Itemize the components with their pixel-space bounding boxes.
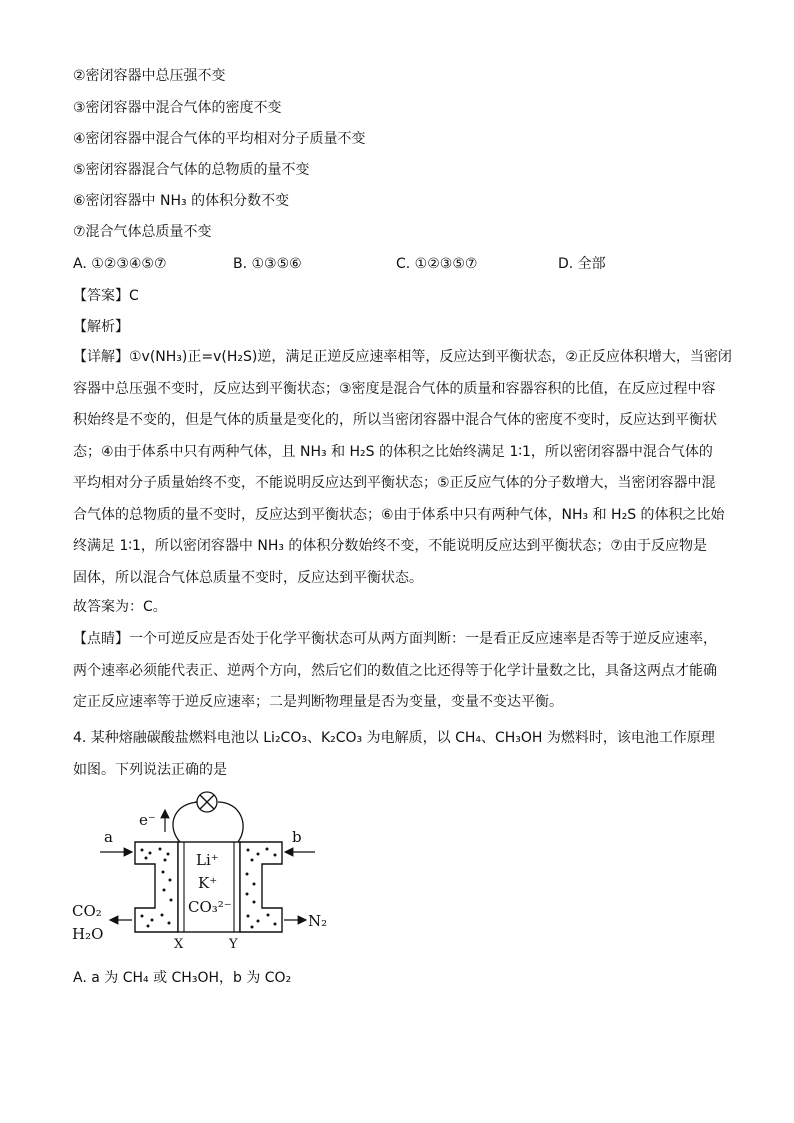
comment-row: 定正反应速率等于逆反应速率；二是判断物理量是否为变量，变量不变达平衡。	[73, 694, 563, 710]
condition-3: ③密闭容器中混合气体的密度不变	[73, 100, 282, 116]
question-4-row: 4. 某种熔融碳酸盐燃料电池以 Li₂CO₃、K₂CO₃ 为电解质，以 CH₄、CH₃OH 为燃料时，该电池工作原理	[73, 730, 715, 746]
fuel-cell-diagram	[70, 790, 330, 955]
option-c-choice: C. ①②③⑤⑦	[396, 256, 478, 272]
detail-row: 合气体的总物质的量不变时，反应达到平衡状态；⑥由于体系中只有两种气体，NH₃ 和 H₂S 的体积之比始	[73, 506, 725, 523]
detail-paragraph	[73, 342, 732, 594]
detail-row: 【详解】①v(NH₃)正=v(H₂S)逆，满足正逆反应速率相等，反应达到平衡状态，②正反应体积增大，当密闭	[73, 349, 732, 365]
outlet-h2o: H₂O	[72, 925, 104, 943]
condition-7: ⑦混合气体总质量不变	[73, 224, 212, 240]
ion-li: Li⁺	[196, 851, 219, 869]
inlet-b-label: b	[292, 828, 302, 846]
condition-4: ④密闭容器中混合气体的平均相对分子质量不变	[73, 131, 366, 147]
comment-paragraph	[73, 624, 723, 719]
condition-6: ⑥密闭容器中 NH₃ 的体积分数不变	[73, 193, 290, 209]
outlet-co2: CO₂	[72, 902, 102, 920]
electrode-y-label: Y	[229, 937, 238, 952]
condition-5: ⑤密闭容器混合气体的总物质的量不变	[73, 162, 310, 178]
external-wire	[173, 802, 200, 842]
comment-row: 两个速率必须能代表正、逆两个方向，然后它们的数值之比还得等于化学计量数之比，具备这两点才能确	[73, 662, 717, 679]
analysis-label: 【解析】	[73, 319, 129, 335]
question-4-row: 如图。下列说法正确的是	[73, 761, 227, 778]
chamber-x	[135, 842, 178, 932]
ion-k: K⁺	[198, 874, 218, 892]
inlet-a-label: a	[104, 828, 113, 846]
electrode-x-label: X	[174, 937, 184, 952]
option-a-choice: A. ①②③④⑤⑦	[73, 256, 167, 272]
detail-row: 平均相对分子质量始终不变，不能说明反应达到平衡状态；⑤正反应气体的分子数增大，当密闭容器中混	[73, 475, 716, 491]
option-a-statement: A. a 为 CH₄ 或 CH₃OH，b 为 CO₂	[73, 970, 292, 986]
answer-label: 【答案】C	[73, 288, 139, 304]
ion-carbonate: CO₃²⁻	[188, 898, 232, 916]
comment-row: 【点睛】一个可逆反应是否处于化学平衡状态可从两方面判断：一是看正反应速率是否等于逆反应速率，	[73, 631, 717, 647]
detail-row: 态；④由于体系中只有两种气体，且 NH₃ 和 H₂S 的体积之比始终满足 1∶1，所以密闭容器中混合气体的	[73, 443, 713, 460]
question-4	[73, 723, 723, 786]
detail-row: 终满足 1∶1，所以密闭容器中 NH₃ 的体积分数始终不变，不能说明反应达到平衡状态；⑦由于反应物是	[73, 538, 707, 554]
detail-row: 积始终是不变的，但是气体的质量是变化的，所以当密闭容器中混合气体的密度不变时，反应达到平衡状	[73, 412, 717, 428]
lamp-icon	[197, 792, 217, 812]
option-d-choice: D. 全部	[558, 256, 606, 272]
option-b-choice: B. ①③⑤⑥	[233, 256, 302, 272]
detail-row: 固体，所以混合气体总质量不变时，反应达到平衡状态。	[73, 569, 423, 586]
electron-label: e⁻	[139, 811, 156, 829]
conclusion: 故答案为：C。	[73, 599, 167, 615]
condition-2: ②密闭容器中总压强不变	[73, 68, 226, 84]
outlet-n2: N₂	[308, 912, 328, 930]
detail-row: 容器中总压强不变时，反应达到平衡状态；③密度是混合气体的质量和容器容积的比值，在反应过程中容	[73, 380, 716, 397]
external-wire-right	[218, 802, 243, 842]
